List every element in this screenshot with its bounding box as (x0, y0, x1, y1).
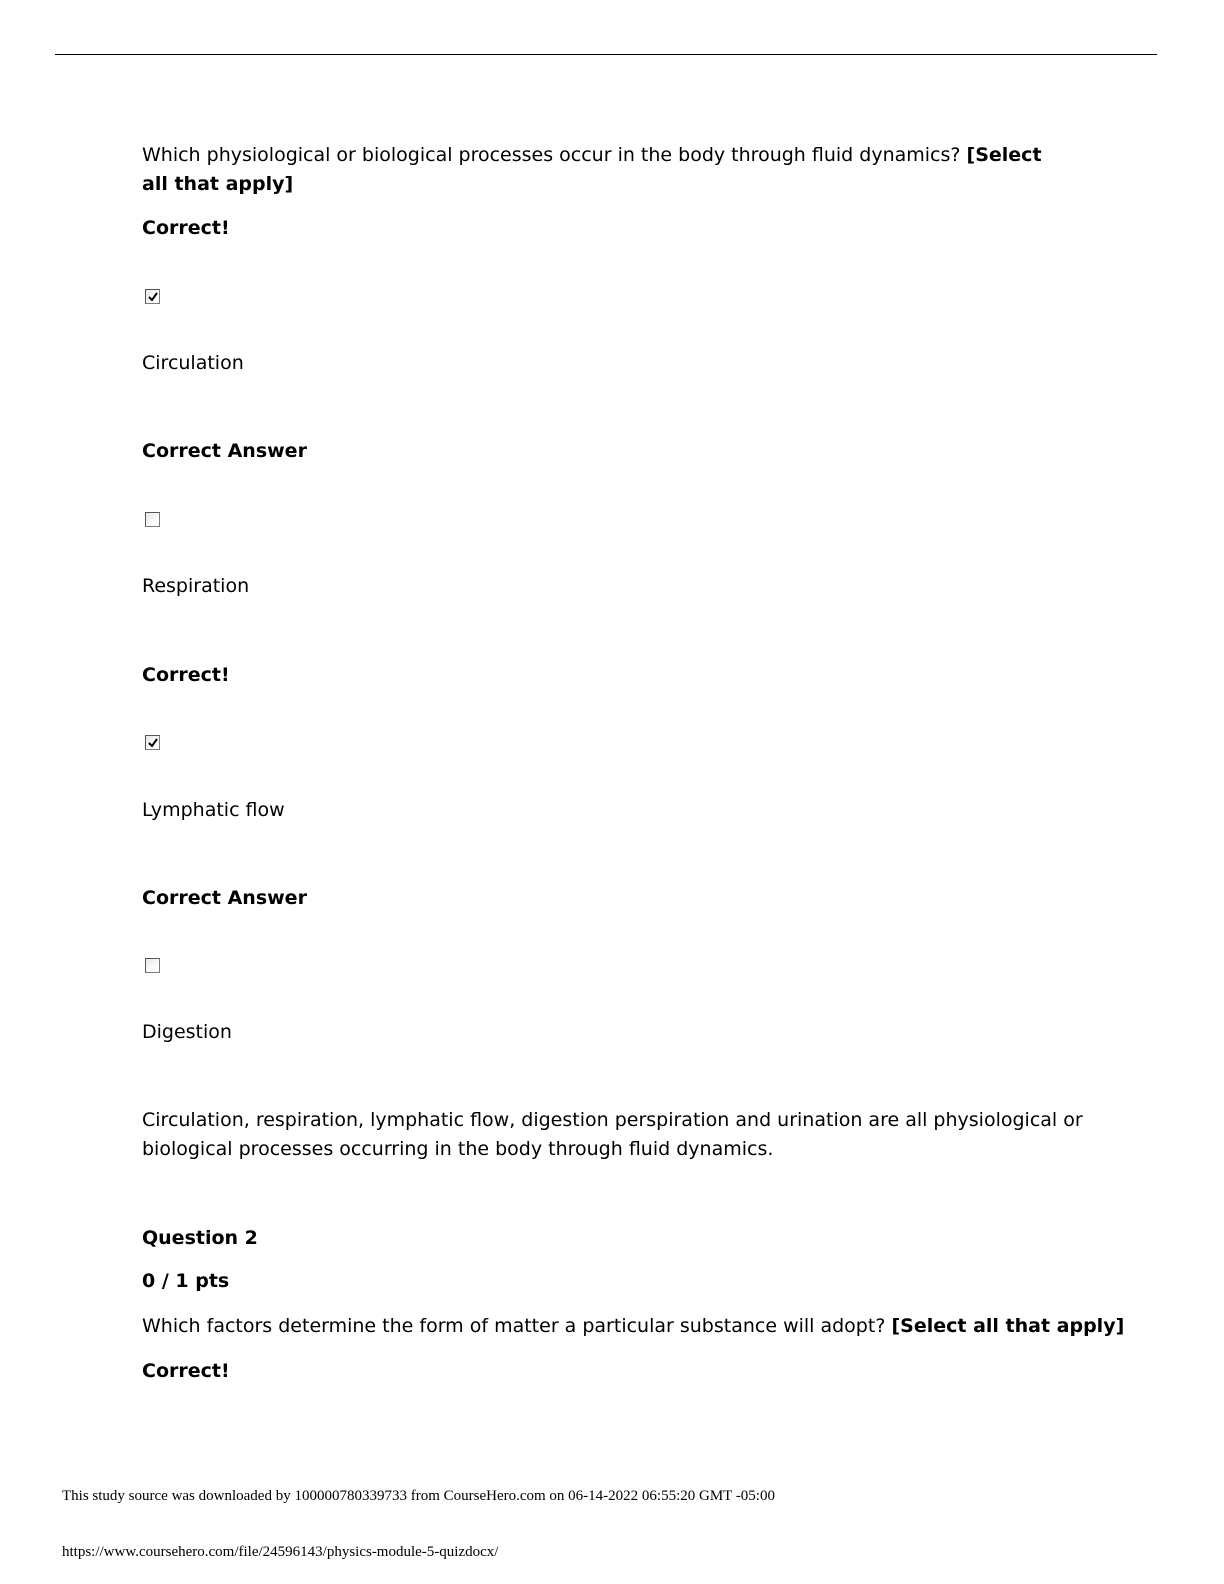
answer-4-label: Digestion (142, 1021, 232, 1043)
question-2-text: Which factors determine the form of matter a particular substance will adopt? (142, 1315, 886, 1337)
answer-2-status: Correct Answer (142, 440, 307, 462)
answer-2-label: Respiration (142, 575, 250, 597)
answer-4-checkbox[interactable] (145, 958, 160, 973)
question-2-answer-1-status: Correct! (142, 1360, 230, 1382)
answer-2-checkbox[interactable] (145, 512, 160, 527)
checkmark-icon (147, 291, 159, 303)
answer-4-status: Correct Answer (142, 887, 307, 909)
answer-3-status: Correct! (142, 664, 230, 686)
question-1-text: Which physiological or biological processes occur in the body through fluid dynamics? (142, 144, 961, 166)
question-1-prompt (142, 141, 1042, 199)
question-2-points: 0 / 1 pts (142, 1270, 230, 1292)
answer-3-checkbox[interactable] (145, 735, 160, 750)
source-url[interactable]: https://www.coursehero.com/file/24596143/physics-module-5-quizdocx/ (62, 1544, 499, 1560)
explanation-line-1: Circulation, respiration, lymphatic flow, digestion perspiration and urination are all physiological or (142, 1109, 1083, 1131)
answer-1-checkbox[interactable] (145, 289, 160, 304)
question-2-instruction: [Select all that apply] (891, 1315, 1125, 1337)
answer-3-label: Lymphatic flow (142, 799, 285, 821)
checkmark-icon (147, 737, 159, 749)
question-2-prompt (142, 1312, 1124, 1341)
answer-1-label: Circulation (142, 352, 244, 374)
top-divider (55, 54, 1157, 55)
explanation-line-2: biological processes occurring in the body through fluid dynamics. (142, 1138, 774, 1160)
answer-1-status: Correct! (142, 217, 230, 239)
download-notice: This study source was downloaded by 100000780339733 from CourseHero.com on 06-14-2022 06:55:20 GMT -05:00 (62, 1488, 775, 1504)
question-2-title: Question 2 (142, 1227, 258, 1249)
question-1-instruction: [Select all that apply] (142, 144, 1042, 195)
